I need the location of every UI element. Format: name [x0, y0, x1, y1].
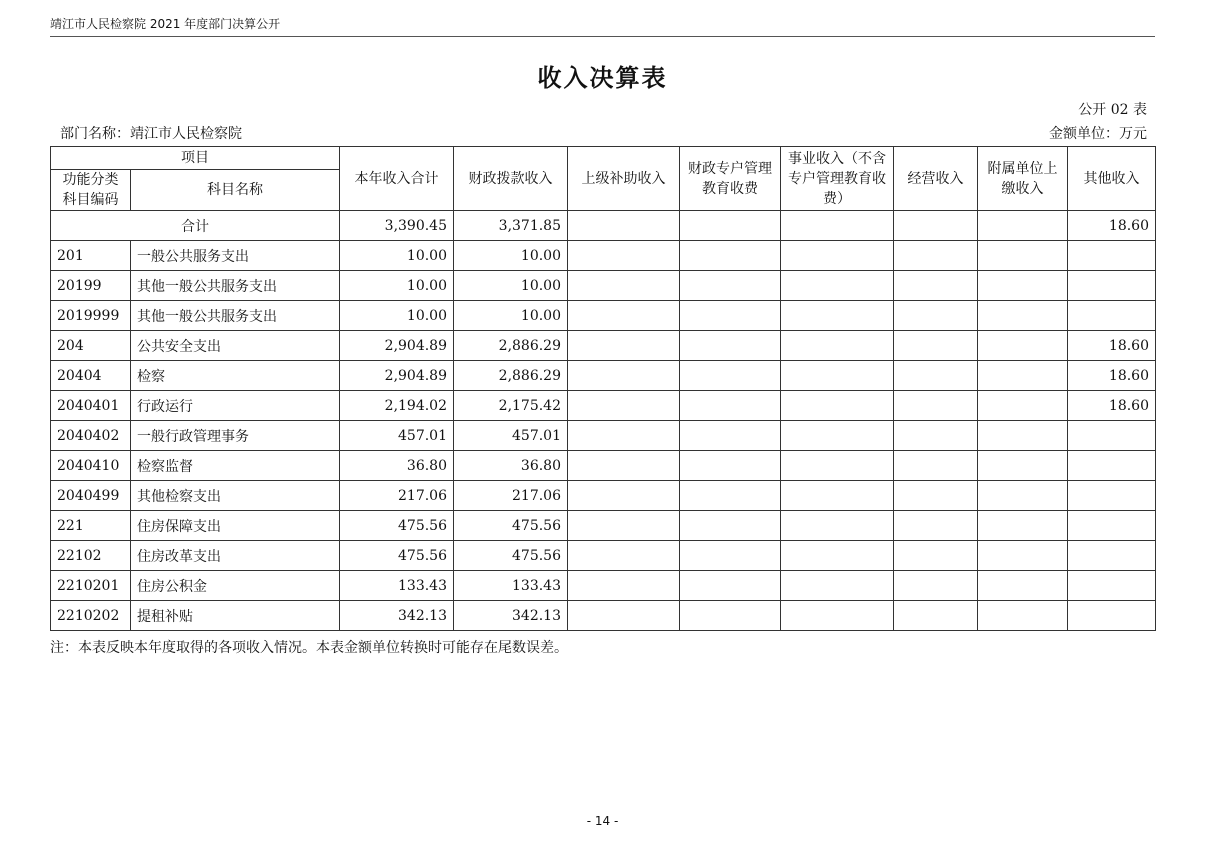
header-fiscal: 财政拨款收入: [454, 147, 568, 211]
cell-career: [781, 241, 894, 271]
cell-total: 10.00: [340, 271, 454, 301]
cell-other: [1068, 451, 1156, 481]
cell-code: 204: [51, 331, 131, 361]
unit-label: 金额单位：万元: [1049, 126, 1147, 142]
cell-business: [894, 301, 978, 331]
cell-business: [894, 331, 978, 361]
cell-code: 22102: [51, 541, 131, 571]
cell-subsidy: [568, 271, 680, 301]
cell-total: 36.80: [340, 451, 454, 481]
cell-subsidy: [568, 391, 680, 421]
cell-subject-name: 其他一般公共服务支出: [131, 301, 340, 331]
cell-total: 133.43: [340, 571, 454, 601]
cell-code: 201: [51, 241, 131, 271]
table-row: [51, 601, 1156, 631]
cell-fiscal: 10.00: [454, 241, 568, 271]
cell-career: [781, 391, 894, 421]
header-divider: [50, 36, 1155, 37]
cell-affiliated: [978, 541, 1068, 571]
cell-total: 475.56: [340, 541, 454, 571]
table-row: [51, 511, 1156, 541]
table-row: [51, 331, 1156, 361]
header-project: 项目: [51, 147, 340, 170]
cell-subsidy: [568, 331, 680, 361]
cell-career: [781, 331, 894, 361]
cell-affiliated: [978, 601, 1068, 631]
cell-subsidy: [568, 451, 680, 481]
income-table: [50, 146, 1156, 631]
cell-other: [1068, 421, 1156, 451]
table-row: [51, 361, 1156, 391]
cell-other: [1068, 481, 1156, 511]
cell-subsidy: [568, 421, 680, 451]
total-edu-fiscal: [680, 211, 781, 241]
page-title: 收入决算表: [537, 64, 668, 92]
cell-other: [1068, 571, 1156, 601]
cell-edu-fiscal: [680, 361, 781, 391]
cell-edu-fiscal: [680, 541, 781, 571]
cell-total: 2,904.89: [340, 331, 454, 361]
cell-fiscal: 36.80: [454, 451, 568, 481]
cell-other: [1068, 511, 1156, 541]
cell-career: [781, 421, 894, 451]
cell-subject-name: 提租补贴: [131, 601, 340, 631]
cell-code: 20199: [51, 271, 131, 301]
cell-affiliated: [978, 571, 1068, 601]
cell-fiscal: 10.00: [454, 271, 568, 301]
cell-edu-fiscal: [680, 421, 781, 451]
cell-edu-fiscal: [680, 601, 781, 631]
table-row: [51, 571, 1156, 601]
total-row: [51, 211, 1156, 241]
cell-other: 18.60: [1068, 391, 1156, 421]
table-row: [51, 421, 1156, 451]
table-row: [51, 391, 1156, 421]
cell-code: 2040401: [51, 391, 131, 421]
cell-subject-name: 公共安全支出: [131, 331, 340, 361]
cell-career: [781, 451, 894, 481]
cell-total: 475.56: [340, 511, 454, 541]
footnote: 注：本表反映本年度取得的各项收入情况。本表金额单位转换时可能存在尾数误差。: [50, 640, 568, 656]
cell-edu-fiscal: [680, 391, 781, 421]
header-affiliated: 附属单位上缴收入: [978, 147, 1068, 211]
cell-edu-fiscal: [680, 331, 781, 361]
total-label: 合计: [51, 211, 340, 241]
department-label: 部门名称：靖江市人民检察院: [60, 126, 242, 142]
cell-code: 20404: [51, 361, 131, 391]
table-body: [51, 211, 1156, 631]
cell-total: 10.00: [340, 241, 454, 271]
cell-business: [894, 241, 978, 271]
cell-career: [781, 571, 894, 601]
cell-subject-name: 检察: [131, 361, 340, 391]
total-other: 18.60: [1068, 211, 1156, 241]
cell-fiscal: 457.01: [454, 421, 568, 451]
header-func-code: 功能分类科目编码: [51, 170, 131, 211]
cell-subject-name: 一般公共服务支出: [131, 241, 340, 271]
table-header: [51, 147, 1156, 211]
cell-edu-fiscal: [680, 571, 781, 601]
cell-subsidy: [568, 541, 680, 571]
cell-edu-fiscal: [680, 451, 781, 481]
cell-edu-fiscal: [680, 301, 781, 331]
cell-affiliated: [978, 241, 1068, 271]
cell-subsidy: [568, 361, 680, 391]
cell-career: [781, 271, 894, 301]
cell-subject-name: 住房公积金: [131, 571, 340, 601]
cell-subject-name: 其他检察支出: [131, 481, 340, 511]
table-row: [51, 301, 1156, 331]
cell-business: [894, 571, 978, 601]
cell-code: 2040410: [51, 451, 131, 481]
cell-edu-fiscal: [680, 241, 781, 271]
cell-career: [781, 541, 894, 571]
cell-subject-name: 行政运行: [131, 391, 340, 421]
cell-subject-name: 其他一般公共服务支出: [131, 271, 340, 301]
cell-code: 2040499: [51, 481, 131, 511]
cell-business: [894, 481, 978, 511]
cell-total: 217.06: [340, 481, 454, 511]
total-fiscal: 3,371.85: [454, 211, 568, 241]
total-subsidy: [568, 211, 680, 241]
header-other: 其他收入: [1068, 147, 1156, 211]
header-career: 事业收入（不含专户管理教育收费）: [781, 147, 894, 211]
cell-affiliated: [978, 451, 1068, 481]
header-subsidy: 上级补助收入: [568, 147, 680, 211]
cell-career: [781, 301, 894, 331]
cell-total: 457.01: [340, 421, 454, 451]
cell-code: 2040402: [51, 421, 131, 451]
cell-affiliated: [978, 331, 1068, 361]
total-business: [894, 211, 978, 241]
cell-fiscal: 2,886.29: [454, 331, 568, 361]
cell-business: [894, 421, 978, 451]
cell-affiliated: [978, 511, 1068, 541]
cell-affiliated: [978, 301, 1068, 331]
total-career: [781, 211, 894, 241]
header-business: 经营收入: [894, 147, 978, 211]
cell-career: [781, 481, 894, 511]
cell-code: 2210202: [51, 601, 131, 631]
cell-total: 10.00: [340, 301, 454, 331]
cell-total: 342.13: [340, 601, 454, 631]
form-number: 公开 02 表: [1078, 102, 1147, 118]
cell-career: [781, 601, 894, 631]
page-number: - 14 -: [586, 814, 619, 828]
header-total: 本年收入合计: [340, 147, 454, 211]
cell-edu-fiscal: [680, 511, 781, 541]
cell-code: 221: [51, 511, 131, 541]
cell-code: 2019999: [51, 301, 131, 331]
cell-subsidy: [568, 571, 680, 601]
cell-subject-name: 一般行政管理事务: [131, 421, 340, 451]
cell-fiscal: 217.06: [454, 481, 568, 511]
cell-subsidy: [568, 241, 680, 271]
cell-edu-fiscal: [680, 481, 781, 511]
table-row: [51, 541, 1156, 571]
cell-business: [894, 361, 978, 391]
total-sum: 3,390.45: [340, 211, 454, 241]
cell-subject-name: 住房改革支出: [131, 541, 340, 571]
total-affiliated: [978, 211, 1068, 241]
cell-other: [1068, 301, 1156, 331]
cell-other: [1068, 601, 1156, 631]
cell-fiscal: 475.56: [454, 511, 568, 541]
cell-fiscal: 342.13: [454, 601, 568, 631]
cell-subsidy: [568, 601, 680, 631]
cell-subsidy: [568, 511, 680, 541]
cell-career: [781, 361, 894, 391]
cell-business: [894, 451, 978, 481]
cell-other: [1068, 241, 1156, 271]
cell-fiscal: 2,175.42: [454, 391, 568, 421]
table-row: [51, 481, 1156, 511]
cell-affiliated: [978, 391, 1068, 421]
cell-affiliated: [978, 361, 1068, 391]
cell-other: [1068, 271, 1156, 301]
table-row: [51, 271, 1156, 301]
cell-business: [894, 271, 978, 301]
cell-business: [894, 601, 978, 631]
cell-affiliated: [978, 421, 1068, 451]
cell-career: [781, 511, 894, 541]
cell-fiscal: 133.43: [454, 571, 568, 601]
cell-code: 2210201: [51, 571, 131, 601]
cell-fiscal: 2,886.29: [454, 361, 568, 391]
cell-total: 2,194.02: [340, 391, 454, 421]
cell-edu-fiscal: [680, 271, 781, 301]
cell-total: 2,904.89: [340, 361, 454, 391]
cell-other: [1068, 541, 1156, 571]
header-edu-fiscal: 财政专户管理教育收费: [680, 147, 781, 211]
cell-other: 18.60: [1068, 361, 1156, 391]
cell-subsidy: [568, 481, 680, 511]
cell-subject-name: 住房保障支出: [131, 511, 340, 541]
cell-other: 18.60: [1068, 331, 1156, 361]
cell-subject-name: 检察监督: [131, 451, 340, 481]
cell-business: [894, 391, 978, 421]
table-row: [51, 241, 1156, 271]
table-row: [51, 451, 1156, 481]
cell-fiscal: 10.00: [454, 301, 568, 331]
header-subject-name: 科目名称: [131, 170, 340, 211]
cell-fiscal: 475.56: [454, 541, 568, 571]
cell-business: [894, 541, 978, 571]
running-header: 靖江市人民检察院 2021 年度部门决算公开: [50, 17, 281, 31]
cell-affiliated: [978, 481, 1068, 511]
cell-affiliated: [978, 271, 1068, 301]
cell-subsidy: [568, 301, 680, 331]
cell-business: [894, 511, 978, 541]
